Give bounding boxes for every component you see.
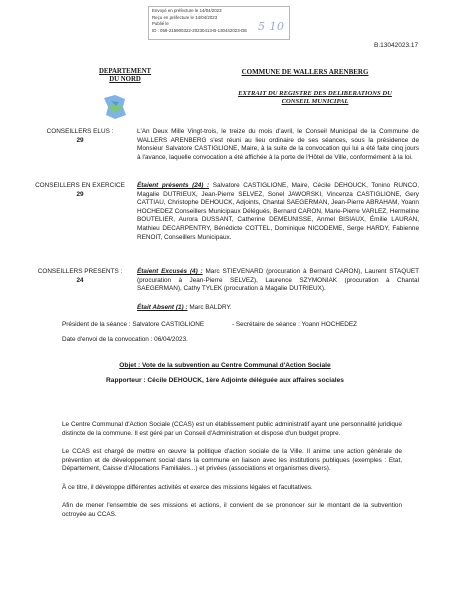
convocation-date: Date d'envoi de la convocation : 06/04/2023.: [62, 336, 188, 343]
body-paragraph: Le CCAS est chargé de mettre en œuvre la politique d'action sociale de la Ville. Il anime une action générale de prévention et de développement social dans la commune en liaison avec les institutions publiques (exemples : Etat, Département, Caisse d'Allocations Familiales...) et privées (associations et organismes divers).: [62, 448, 402, 473]
rapporteur-line: Rapporteur : Cécile DEHOUCK, 1ère Adjointe déléguée aux affaires sociales: [106, 377, 344, 384]
department-title: [82, 68, 168, 84]
present-list: Salvatore CASTIGLIONE, Maire, Cécile DEHOUCK, Tonino RUNCO, Magalie DUTRIEUX, Jean-Pierre SELVEZ, Sonel JAWORSKI, Vincenza CASTIGLIONE, Gery CATTIAU, Christophe DEHOUCK, Adjoints, Chantal SAEGERMAN, Jean-Pierre ABRAHAM, Yoann HOCHEDEZ Conseillers Municipaux Délégués, Bernard CARON, Marie-Pierre VARLEZ, Hermeline BOUTELIER, Aurora DUSSANT, Catherine DEMEUNISSE, Anmel BISIAUX, Émilie LAURAN, Mathieu DECARPENTRY, Bénédicte COTTEL, Dominique NICODEME, Serge HARDY, Fabienne RENOIT, Conseillers Municipaux.: [137, 182, 420, 241]
excused-members: [137, 268, 419, 294]
deliberation-object: Objet : Vote de la subvention au Centre Communal d'Action Sociale: [119, 362, 331, 369]
extract-title-line: CONSEIL MUNICIPAL: [281, 98, 349, 106]
excused-list: Marc STIEVENARD (procuration à Bernard CARON), Laurent STAQUET (procuration à Jean-Pierre SELVEZ), Laurence SZYMONIAK (procuration à Chantal SAEGERMAN), Cathy TYLEK (procuration à Magalie DUTRIEUX).: [137, 268, 419, 293]
present-heading: Étaient présents (24) :: [137, 182, 210, 189]
extract-title: [220, 90, 410, 107]
stamp-line: ID : 059-215900322-20230413-B-130442023-DE: [152, 27, 248, 33]
absent-list: Marc BALDRY.: [187, 304, 232, 311]
section-count: 29: [76, 190, 84, 198]
body-paragraph: Le Centre Communal d'Action Sociale (CCAS) est un établissement public administratif ayant une personnalité juridique distincte de la commune. Il est géré par un Conseil d'Administration et dispose d'un budget propre.: [62, 421, 402, 437]
handwritten-annotation: 5 10: [258, 20, 285, 33]
label-conseillers-presents: [32, 268, 128, 285]
absent-members: [137, 304, 419, 313]
excused-heading: Étaient Excusés (4) :: [137, 268, 203, 275]
absent-heading: Était Absent (1) :: [137, 304, 188, 311]
commune-title: COMMUNE DE WALLERS ARENBERG: [241, 68, 369, 76]
section-label: CONSEILLERS EN EXERCICE: [35, 182, 125, 189]
president-line: Président de la séance : Salvatore CASTIGLIONE: [62, 321, 205, 328]
section-label: CONSEILLERS ELUS :: [46, 128, 114, 135]
body-paragraph: À ce titre, il développe différentes activités et exerce des missions légales et facultatives.: [62, 484, 313, 491]
section-count: 24: [76, 276, 84, 284]
deliberation-reference: B.13042023.17: [374, 42, 419, 49]
secretary-line: - Secrétaire de séance : Yoann HOCHEDEZ: [232, 321, 358, 328]
intro-paragraph: L'An Deux Mille Vingt-trois, le treize du mois d'avril, le Conseil Municipal de la Commune de WALLERS ARENBERG s'est réuni au lieu ordinaire de ses séances, sous la présidence de Monsieur Salvatore CASTIGLIONE, Maire, à la suite de la convocation qui lui a été faite cinq jours à l'avance, laquelle convocation a été affichée à la porte de l'Hôtel de Ville, conformément à la loi.: [137, 128, 419, 161]
extract-title-line: EXTRAIT DU REGISTRE DES DELIBERATIONS DU: [238, 90, 392, 97]
section-count: 29: [76, 136, 84, 144]
stamp-line: Reçu en préfecture le 14/04/2023: [152, 14, 218, 20]
label-conseillers-exercice: [32, 182, 128, 199]
stamp-line: Envoyé en préfecture le 14/04/2023: [152, 8, 222, 13]
stamp-line: Publié le: [152, 21, 169, 27]
label-conseillers-elus: [32, 128, 128, 145]
section-label: CONSEILLERS PRESENTS :: [37, 268, 123, 275]
department-line: DU NORD: [109, 76, 141, 83]
department-line: DEPARTEMENT: [98, 68, 152, 75]
present-members: [137, 182, 419, 242]
body-paragraph: Afin de mener l'ensemble de ses missions et actions, il convient de se prononcer sur le montant de la subvention octroyée au CCAS.: [62, 502, 402, 518]
department-emblem-icon: [101, 93, 129, 121]
